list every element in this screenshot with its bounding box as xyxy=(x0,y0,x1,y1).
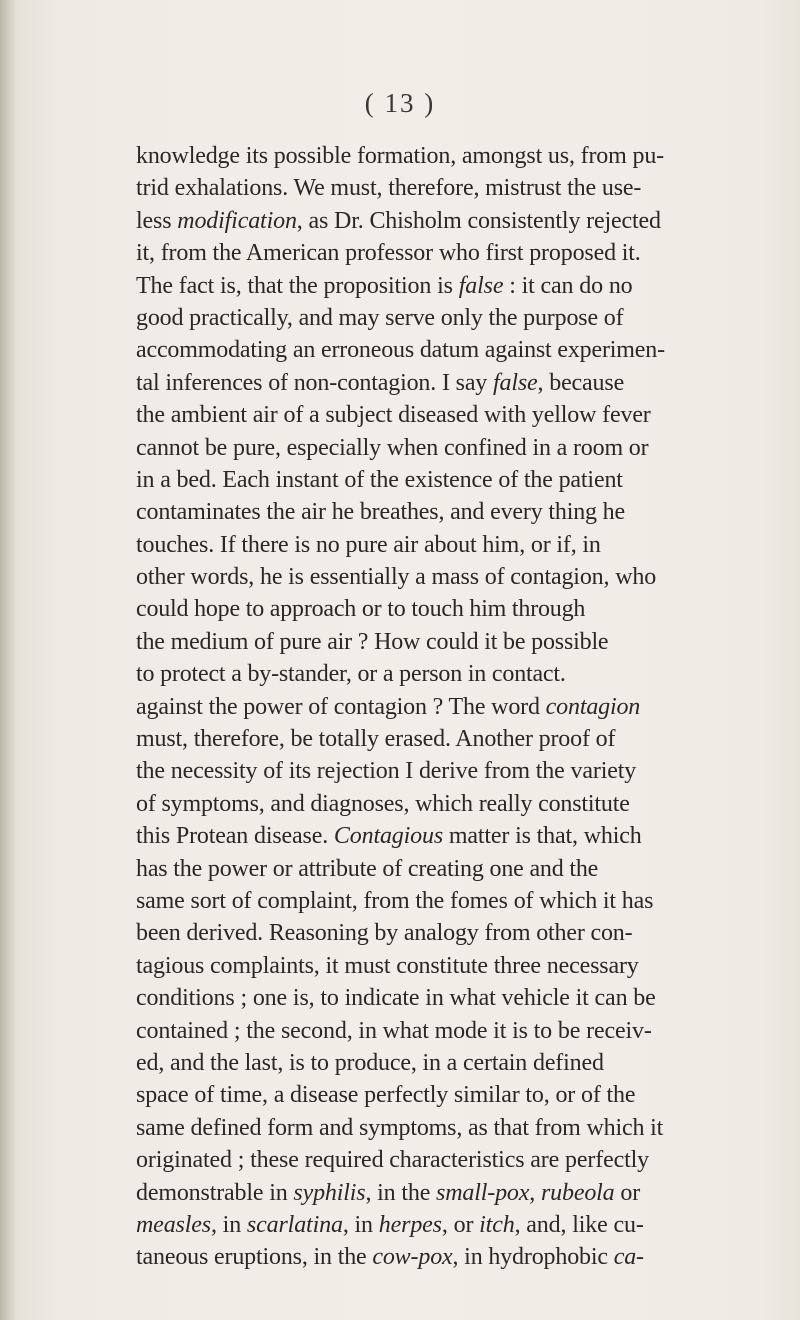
text-segment: space of time, a disease perfectly similar to, or of the xyxy=(136,1082,636,1109)
text-segment: contaminates the air he breathes, and every thing he xyxy=(136,499,626,526)
text-line xyxy=(136,626,800,658)
italic-term: small-pox xyxy=(436,1179,530,1206)
text-segment: other words, he is essentially a mass of contagion, who xyxy=(136,564,657,591)
text-line xyxy=(136,237,800,269)
text-segment: against the power of contagion ? The word xyxy=(136,693,546,720)
italic-term: measles xyxy=(136,1211,211,1238)
text-segment: in a bed. Each instant of the existence of the patient xyxy=(136,466,623,493)
text-segment: demonstrable in xyxy=(136,1179,294,1206)
page-binding-edge xyxy=(0,0,16,1320)
text-segment: originated ; these required characteristics are perfectly xyxy=(136,1147,650,1174)
text-line xyxy=(136,1112,800,1144)
italic-term: cow-pox xyxy=(372,1244,453,1271)
italic-term: Contagious xyxy=(333,823,444,850)
text-segment: it, from the American professor who first proposed it. xyxy=(136,240,641,267)
italic-term: false xyxy=(493,369,538,396)
text-line xyxy=(136,172,800,204)
text-line xyxy=(136,1209,800,1241)
text-line xyxy=(136,917,800,949)
text-segment: The fact is, that the proposition is xyxy=(136,272,459,299)
text-segment: cannot be pure, especially when confined in a room or xyxy=(136,434,649,461)
italic-term: ca- xyxy=(613,1244,644,1271)
text-line xyxy=(136,496,800,528)
text-segment: the necessity of its rejection I derive from the variety xyxy=(136,758,637,785)
text-line xyxy=(136,755,800,787)
text-segment: of symptoms, and diagnoses, which really constitute xyxy=(136,790,630,817)
text-segment: , in xyxy=(210,1211,247,1238)
text-line xyxy=(136,853,800,885)
italic-term: modification xyxy=(177,207,297,234)
text-segment: trid exhalations. We must, therefore, mistrust the use- xyxy=(136,175,642,202)
italic-term: syphilis xyxy=(293,1179,366,1206)
text-segment: , in hydrophobic xyxy=(452,1244,614,1271)
text-segment: , and, like cu- xyxy=(514,1211,644,1238)
text-segment: knowledge its possible formation, amongst us, from pu- xyxy=(136,143,665,169)
text-segment: touches. If there is no pure air about him, or if, in xyxy=(136,531,601,558)
text-segment: has the power or attribute of creating one and the xyxy=(136,855,599,882)
text-segment: , in xyxy=(342,1211,379,1238)
text-segment: , xyxy=(529,1179,541,1206)
text-line xyxy=(136,691,800,723)
italic-term: contagion xyxy=(545,693,641,720)
text-segment: , in the xyxy=(365,1179,437,1206)
text-line xyxy=(136,788,800,820)
text-segment: tagious complaints, it must constitute three necessary xyxy=(136,952,639,979)
text-segment: : it can do no xyxy=(503,272,633,299)
text-segment: taneous eruptions, in the xyxy=(136,1244,373,1271)
text-line xyxy=(136,950,800,982)
text-line xyxy=(136,561,800,593)
italic-term: scarlatina xyxy=(246,1211,343,1238)
text-line xyxy=(136,334,800,366)
text-segment: contained ; the second, in what mode it is to be receiv- xyxy=(136,1017,652,1044)
italic-term: false xyxy=(458,272,504,299)
text-line xyxy=(136,593,800,625)
text-line xyxy=(136,1047,800,1079)
text-segment: could hope to approach or to touch him through xyxy=(136,596,586,623)
text-segment: or xyxy=(614,1179,641,1206)
text-segment: less xyxy=(136,207,178,234)
text-segment: tal inferences of non-contagion. I say xyxy=(136,369,493,396)
text-segment: matter is that, which xyxy=(443,823,642,850)
text-segment: this Protean disease. xyxy=(136,823,334,850)
text-line xyxy=(136,658,800,690)
text-segment: good practically, and may serve only the purpose of xyxy=(136,304,624,331)
text-segment: , or xyxy=(441,1211,480,1238)
text-segment: same defined form and symptoms, as that from which it xyxy=(136,1114,664,1141)
text-segment: been derived. Reasoning by analogy from other con- xyxy=(136,920,633,947)
text-line xyxy=(136,464,800,496)
text-line xyxy=(136,1241,800,1273)
italic-term: herpes xyxy=(378,1211,442,1238)
text-line xyxy=(136,367,800,399)
text-segment: the ambient air of a subject diseased with yellow fever xyxy=(136,402,651,429)
page-number: ( 13 ) xyxy=(364,88,436,118)
text-segment: , because xyxy=(537,369,625,396)
text-line xyxy=(136,982,800,1014)
text-line xyxy=(136,432,800,464)
body-text xyxy=(136,140,800,1274)
text-segment: must, therefore, be totally erased. Another proof of xyxy=(136,726,616,753)
text-segment: conditions ; one is, to indicate in what vehicle it can be xyxy=(136,985,656,1012)
text-line xyxy=(136,820,800,852)
text-line xyxy=(136,1177,800,1209)
text-segment: ed, and the last, is to produce, in a certain defined xyxy=(136,1049,604,1076)
text-segment: the medium of pure air ? How could it be possible xyxy=(136,628,609,655)
text-line xyxy=(136,302,800,334)
text-line xyxy=(136,140,800,172)
text-line xyxy=(136,205,800,237)
italic-term: rubeola xyxy=(540,1179,615,1206)
text-line xyxy=(136,529,800,561)
text-segment: accommodating an erroneous datum against experimen- xyxy=(136,337,665,364)
text-line xyxy=(136,1015,800,1047)
text-line xyxy=(136,1079,800,1111)
text-segment: same sort of complaint, from the fomes of which it has xyxy=(136,887,654,914)
text-line xyxy=(136,270,800,302)
text-line xyxy=(136,1144,800,1176)
text-line xyxy=(136,885,800,917)
text-line xyxy=(136,723,800,755)
text-segment: to protect a by-stander, or a person in contact. xyxy=(136,661,566,688)
text-segment: , as Dr. Chisholm consistently rejected xyxy=(296,207,661,234)
text-line xyxy=(136,399,800,431)
italic-term: itch xyxy=(479,1211,515,1238)
